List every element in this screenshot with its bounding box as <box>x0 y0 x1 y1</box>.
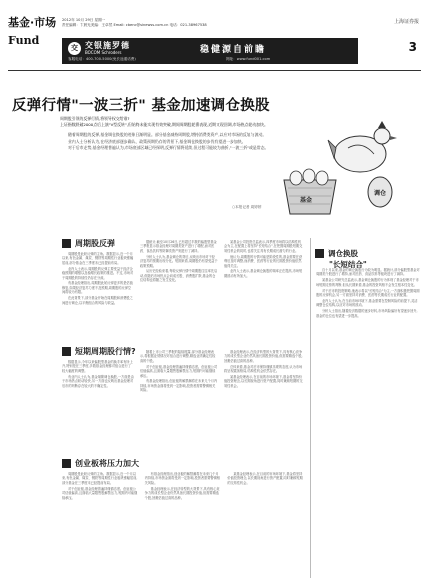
intro-paragraph: 随着周期股的反弹,基金调仓换股的迹象日渐明显。部分基金减持周期股,增持消费类资产,以应对市场的反复与波动。 <box>68 132 267 137</box>
section-header-2 <box>62 346 136 357</box>
paragraph: 总体来看,基金对后市保持谨慎乐观的态度,认为市场将呈现震荡格局,结构性机会依然存在。 <box>224 364 303 374</box>
article-intro <box>60 132 274 152</box>
article-deck <box>60 116 280 127</box>
company-logo-icon: 交 <box>68 42 81 55</box>
paragraph: 分析人士指出,随着经济数据的逐步好转,市场风险偏好有望逐步回升,基金的仓位也有望进一步提高。 <box>316 309 418 318</box>
paragraph: 业内人士认为,在当前市场环境下,基金需要在控制风险的前提下,灵活调整仓位结构,以应对市场的波动。 <box>316 298 418 308</box>
paragraph: 某基金经理表示,在目前的市场环境下,基金将坚持价值投资理念,以长期视角进行资产配置,同时兼顾短期的交易性机会。 <box>227 472 303 485</box>
issue-date: 2012年 10月 29日 星期一 <box>62 18 106 22</box>
section-marker-icon <box>62 459 71 468</box>
sidebar-title-line-1: 调仓换股 <box>328 249 358 258</box>
section-marker-icon <box>62 239 71 248</box>
company-name-en: BOCOM Schroders <box>85 50 122 55</box>
ad-banner[interactable] <box>62 38 358 64</box>
paragraph: 从历史经验来看,每轮反弹行情中周期股往往率先启动,但随后市场热点会向成长股、消费股扩散,基金的仓位结构也将随之发生变化。 <box>140 269 218 283</box>
intro-paragraph: 对于后市走势,基金经理普遍认为,市场底部区域已经探明,反弹行情将延续,但过程可能较为曲折,"一波三折"或是常态。 <box>68 145 269 151</box>
body-column-3 <box>224 240 304 342</box>
paragraph: 对于创业板,基金经理普遍持谨慎态度。创业板公司估值偏高,且面临大量限售股解禁压力,短期内可能继续承压。 <box>62 486 138 500</box>
paragraph: 业内人士表示,基金调仓换股的频率正在提高,市场短期波动有所加大。 <box>224 269 303 278</box>
column-divider <box>310 238 311 578</box>
sidebar-title-line-2: "长短结合" <box>329 260 367 269</box>
paragraph: 某基金公司研究总监表示,基金调仓换股的行为体现了基金经理对于市场短期走势的判断,但从长期来看,基金的投资风格不会发生根本性变化。 <box>316 278 419 287</box>
section-marker-icon <box>315 249 324 258</box>
ad-contact: 客服电话：400-700-5000(免长途通话费) <box>68 57 136 61</box>
egg <box>303 169 315 183</box>
company-name: 交银施罗德 <box>85 41 130 50</box>
fund-label: Fund <box>8 34 40 47</box>
paragraph: 有基金经理指出,创业板的解禁潮将在未来几个月内持续,市场资金面将受到一定影响,投资者需要警惕相关风险。 <box>144 472 220 485</box>
paragraph: 某基金公司投资总监表示,四季度市场将以结构性机会为主,在配置上将坚持"长短结合",在把握周期股短期交易性机会的同时,也将关注具有长期成长潜力的行业。 <box>224 240 303 253</box>
headline: 反弹行情"一波三折" 基金加速调仓换股 <box>12 98 270 114</box>
paragraph: 某基金经理表示,在目前的市场环境下,基金将坚持价值投资理念,以长期视角进行资产配置,同时兼顾短期的交易性机会。 <box>224 375 303 388</box>
egg <box>290 171 302 185</box>
section-title: 创业板将压力加大 <box>75 459 139 468</box>
body-column-1 <box>62 252 134 342</box>
egg <box>316 171 328 185</box>
body-column-4 <box>62 360 134 454</box>
body-column-5 <box>140 350 218 454</box>
body-column-6 <box>224 350 304 454</box>
hen-tail <box>328 140 336 158</box>
egg-label: 调仓 <box>374 190 387 197</box>
section-header-3 <box>62 458 139 469</box>
paragraph: 他认为,周期股的行情可能是阶段性的,基金需要在获利后及时调整,而消费、医药等行业的长期投资价值依然值得关注。 <box>224 254 303 268</box>
editor-line: 责任编辑：卞晨光美编：王卓然 Email: cbenc@sinewss.com.cn 电话：021-38967538 <box>62 23 207 27</box>
paragraph: 据统计,截至10月26日,已有超过半数的偏股型基金三季报显示基金经理对周期类资产进行了增配,而对医药、食品饮料等防御类资产则进行了减持。 <box>140 240 217 253</box>
paragraph: 数据显示,今年以来偏股型基金的换手率有所上升,特别是在三季度,多数基金经理都对组合进行了较大幅度的调整。 <box>62 360 133 373</box>
paragraph: 随着上市公司三季报的陆续披露,部分基金经理表示,将根据业绩情况对组合进行调整,精选业绩确定性较高的个股。 <box>140 350 216 363</box>
paper-name: 上海证券报 <box>393 19 419 25</box>
sidebar-title <box>315 248 367 270</box>
paragraph: 对于创业板,基金经理普遍持谨慎态度。创业板公司估值偏高,且面临大量限售股解禁压力,短期内可能继续承压。 <box>140 364 218 378</box>
paragraph: 周期股是此轮反弹的主角。数据显示,近一个月以来,有色金属、煤炭、钢铁等周期性行业板块涨幅居前,部分基金在三季度末已经提前布局。 <box>62 472 138 485</box>
paragraph: 在此背景下,部分基金开始在周期股和消费股之间进行调仓,以平衡组合的风险与收益。 <box>62 296 133 305</box>
section-title: 基金·市场 <box>8 16 57 29</box>
paragraph: 有基金经理指出,周期股此轮反弹更多的是估值修复,如果经济复苏力度不及预期,周期股的反弹空间将较为有限。 <box>62 281 133 295</box>
body-column-7 <box>62 472 304 576</box>
section-header-1 <box>62 238 115 249</box>
sidebar-column <box>316 268 420 576</box>
paragraph: 业内人士表示,周期股的反弹主要受益于经济企稳预期的增强以及稳增长政策的推进。不过,市场对于周期股的持续性仍存在分歧。 <box>62 266 134 280</box>
hen-beak <box>390 136 397 140</box>
issue-meta <box>62 18 207 28</box>
deck-line: 周期股引领的反弹行情,将领导权交给谁? <box>60 116 130 121</box>
hen-head <box>374 128 390 144</box>
paragraph: 有业内人士认为,基金频繁调仓换股,一方面是由于市场热点轮动较快,另一方面也反映出基金经理对后市的判断存在较大的不确定性。 <box>62 374 134 388</box>
section-title: 短期周期股行情? <box>75 347 136 356</box>
paragraph: 对于后市的投资策略,他表示将以"长短结合"为主,一方面积极把握周期股的反弹机会,另一方面坚持对消费、医药等长期成长行业的配置。 <box>316 288 420 298</box>
paragraph: 有基金经理指出,创业板的解禁潮将在未来几个月内持续,市场资金面将受到一定影响,投资者需要警惕相关风险。 <box>140 379 218 393</box>
ad-website[interactable]: 网址：www.fund001.com <box>226 57 271 61</box>
paragraph: 周期股是此轮反弹的主角。数据显示,近一个月以来,有色金属、煤炭、钢铁等周期性行业板块涨幅居前,部分基金在三季度末已经提前布局。 <box>62 252 134 265</box>
page-number: 3 <box>408 40 417 54</box>
deck-line: 上证指数跌破2000点后上演"V型反转",但始终未能实现有效突破,期间周期股轮番表现,近期又现回调,市场热点轮动加快。 <box>60 121 268 127</box>
hen-comb <box>378 121 386 128</box>
ad-slogan: 稳健源自前瞻 <box>200 45 267 55</box>
body-column-2 <box>140 240 218 342</box>
byline: ○本报记者 周婷婷 <box>232 205 262 209</box>
header-divider <box>8 70 421 71</box>
basket-label: 基金 <box>300 197 313 204</box>
intro-paragraph: 业内人士分析认为,在经济底部逐步确认、政策预期仍存的背景下,基金调仓换股的步伐有望进一步加快。 <box>68 138 246 144</box>
section-title: 周期股反弹 <box>75 239 115 248</box>
paragraph: 基金经理表示,在经济转型的大背景下,具有核心竞争力的成长型企业仍然具备长期投资价值,但需要精选个股,回避估值过高的品种。 <box>224 350 303 363</box>
paragraph: 分析人士认为,基金调仓的背后,反映出市场对于经济复苏的预期出现分化。短期来看,周期股仍有望受益于政策预期。 <box>140 254 218 268</box>
paragraph: 基金经理表示,在经济转型的大背景下,具有核心竞争力的成长型企业仍然具备长期投资价值,但需要精选个股,回避估值过高的品种。 <box>144 486 220 500</box>
hen-eggs-illustration <box>278 118 403 230</box>
paragraph: 自十月以来,基金的调仓换股行为较为明显。据统计,部分偏股型基金对周期类个股进行了增持,而对医药、食品饮料等板块进行了减持。 <box>316 268 420 277</box>
section-marker-icon <box>62 347 71 356</box>
